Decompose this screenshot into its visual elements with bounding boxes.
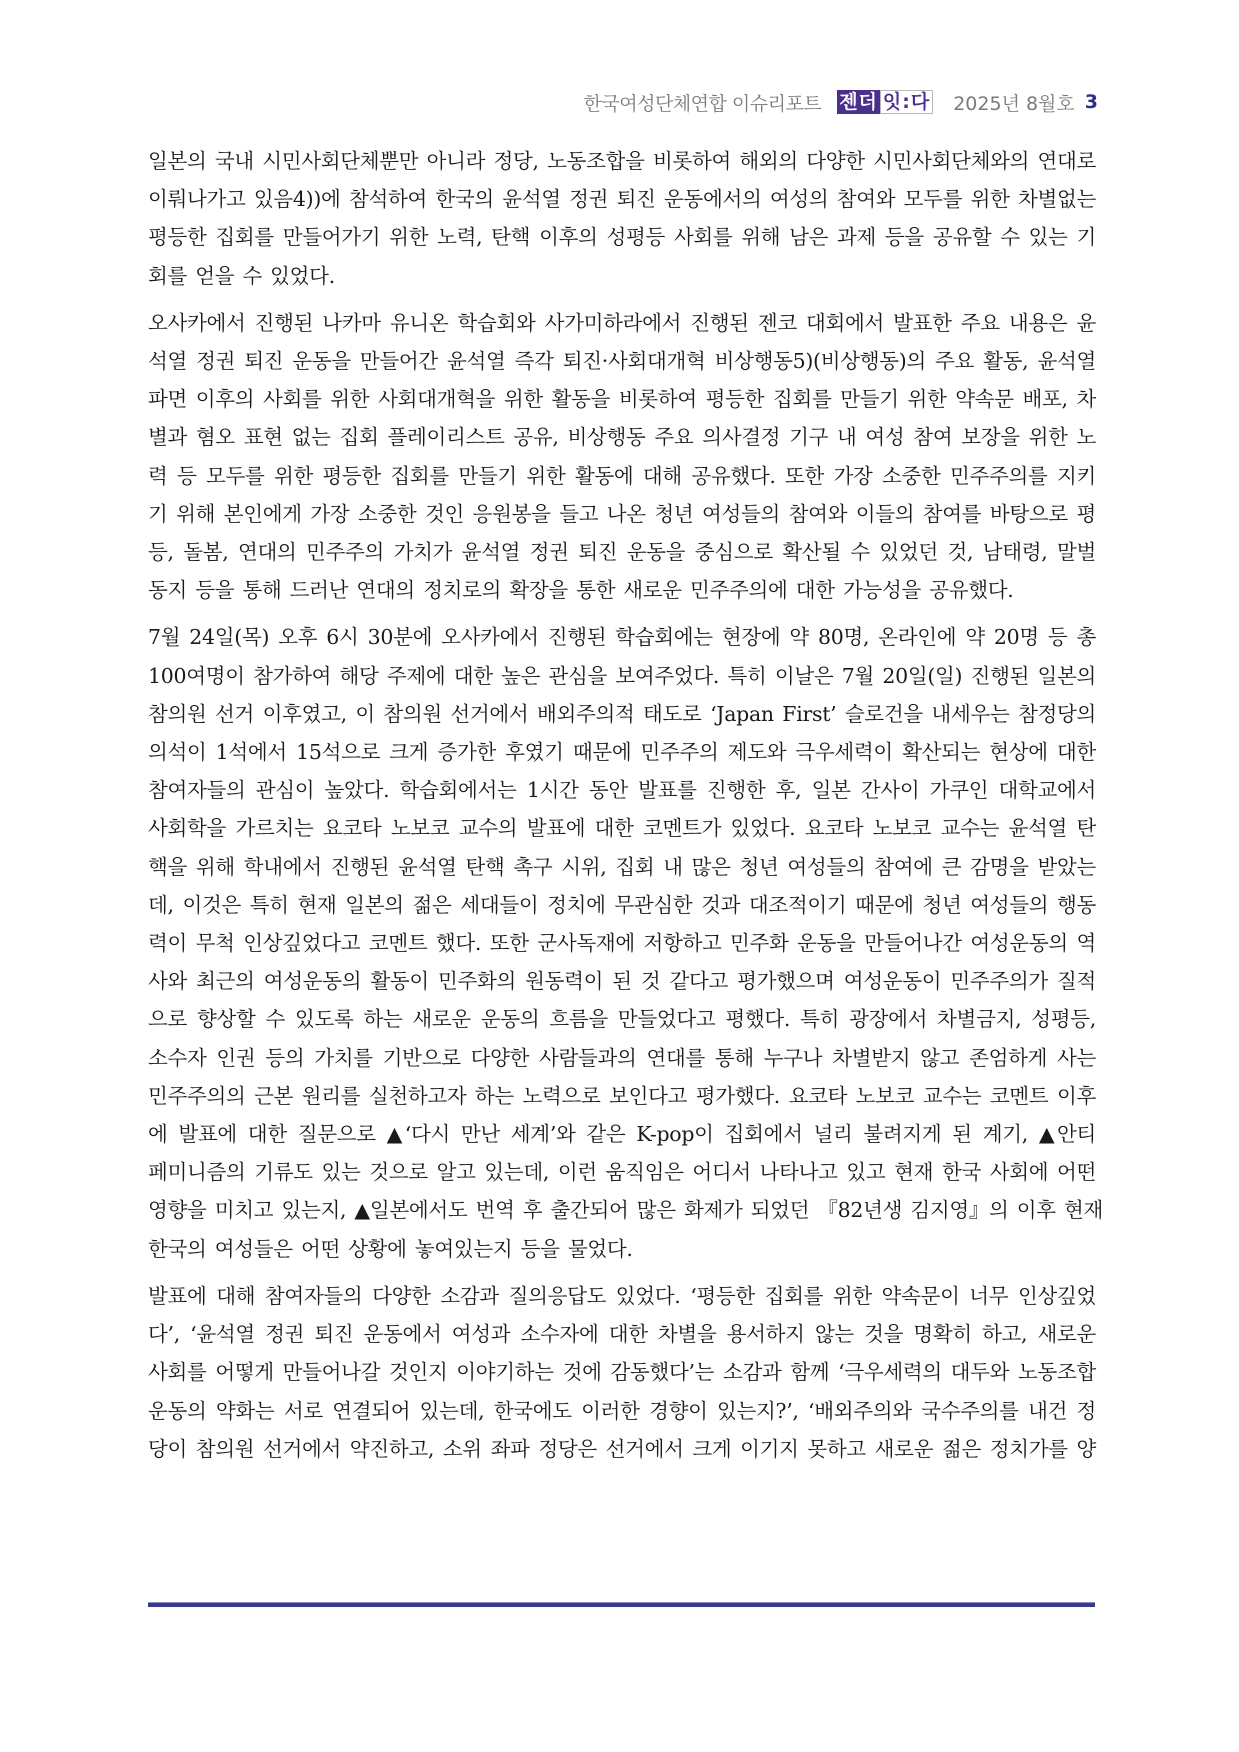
page-header [584, 86, 1098, 118]
text-line: 다’, ‘윤석열 정권 퇴진 운동에서 여성과 소수자에 대한 차별을 용서하지 않는 것을 명확히 하고, 새로운 [148, 1322, 1096, 1347]
text-line: 일본의 국내 시민사회단체뿐만 아니라 정당, 노동조합을 비롯하여 해외의 다양한 시민사회단체와의 연대로 [148, 149, 1096, 173]
issue-date: 2025년 8월호 [953, 92, 1075, 115]
paragraph-1 [148, 142, 1096, 295]
text-line: 사회학을 가르치는 요코타 노보코 교수의 발표에 대한 코멘트가 있었다. 요코타 노보코 교수는 윤석열 탄 [148, 816, 1096, 841]
text-line: 페미니즘의 기류도 있는 것으로 알고 있는데, 이런 움직임은 어디서 나타나고 있고 현재 한국 사회에 어떤 [148, 1160, 1096, 1185]
text-line: 으로 향상할 수 있도록 하는 새로운 운동의 흐름을 만들었다고 평했다. 특히 광장에서 차별금지, 성평등, [148, 1007, 1096, 1032]
text-line: 력이 무척 인상깊었다고 코멘트 했다. 또한 군사독재에 저항하고 민주화 운동을 만들어나간 여성운동의 역 [148, 931, 1096, 956]
paragraph-3 [148, 618, 1103, 1267]
text-line: 의석이 1석에서 15석으로 크게 증가한 후였기 때문에 민주주의 제도와 극우세력이 확산되는 현상에 대한 [148, 740, 1096, 765]
article-body [148, 142, 1103, 1477]
text-line: 등, 돌봄, 연대의 민주주의 가치가 윤석열 정권 퇴진 운동을 중심으로 확산될 수 있었던 것, 남태령, 말벌 [148, 540, 1096, 565]
text-line: 오사카에서 진행된 나카마 유니온 학습회와 사가미하라에서 진행된 젠코 대회에서 발표한 주요 내용은 윤 [148, 310, 1096, 335]
text-line: 운동의 약화는 서로 연결되어 있는데, 한국에도 이러한 경향이 있는지?’, ‘배외주의와 국수주의를 내건 정 [148, 1398, 1096, 1423]
text-line: 석열 정권 퇴진 운동을 만들어간 윤석열 즉각 퇴진·사회대개혁 비상행동5)(비상행동)의 주요 활동, 윤석열 [148, 349, 1096, 374]
text-line: 7월 24일(목) 오후 6시 30분에 오사카에서 진행된 학습회에는 현장에 약 80명, 온라인에 약 20명 등 총 [148, 625, 1096, 650]
text-line: 데, 이것은 특히 현재 일본의 젊은 세대들이 정치에 무관심한 것과 대조적이기 때문에 청년 여성들의 행동 [148, 892, 1096, 917]
text-line: 력 등 모두를 위한 평등한 집회를 만들기 위한 활동에 대해 공유했다. 또한 가장 소중한 민주주의를 지키 [148, 463, 1096, 488]
page-bottom-mask [148, 1563, 1108, 1599]
text-line: 회를 얻을 수 있었다. [148, 263, 335, 288]
text-line: 이뤄나가고 있음4))에 참석하여 한국의 윤석열 정권 퇴진 운동에서의 여성의 참여와 모두를 위한 차별없는 [148, 187, 1096, 212]
logo-outline-part: 잇:다 [880, 90, 933, 114]
footer-divider [148, 1602, 1095, 1607]
gender-itda-logo [837, 90, 933, 114]
text-line: 사회를 어떻게 만들어나갈 것인지 이야기하는 것에 감동했다’는 소감과 함께 ‘극우세력의 대두와 노동조합 [148, 1360, 1096, 1385]
text-line: 별과 혐오 표현 없는 집회 플레이리스트 공유, 비상행동 주요 의사결정 기구 내 여성 참여 보장을 위한 노 [148, 425, 1096, 450]
text-line: 참의원 선거 이후였고, 이 참의원 선거에서 배외주의적 태도로 ‘Japan First’ 슬로건을 내세우는 참정당의 [148, 701, 1096, 726]
text-line: 발표에 대해 참여자들의 다양한 소감과 질의응답도 있었다. ‘평등한 집회를 위한 약속문이 너무 인상깊었 [148, 1283, 1096, 1308]
text-line: 한국의 여성들은 어떤 상황에 놓여있는지 등을 물었다. [148, 1236, 633, 1261]
text-line: 에 발표에 대한 질문으로 ▲‘다시 만난 세계’와 같은 K-pop이 집회에서 널리 불려지게 된 계기, ▲안티 [148, 1122, 1096, 1147]
text-line: 기 위해 본인에게 가장 소중한 것인 응원봉을 들고 나온 청년 여성들의 참여와 이들의 참여를 바탕으로 평 [148, 501, 1096, 526]
text-line: 영향을 미치고 있는지, ▲일본에서도 번역 후 출간되어 많은 화제가 되었던 『82년생 김지영』의 이후 현재 [148, 1198, 1103, 1223]
text-line: 민주주의의 근본 원리를 실천하고자 하는 노력으로 보인다고 평가했다. 요코타 노보코 교수는 코멘트 이후 [148, 1083, 1096, 1108]
text-line: 당이 참의원 선거에서 약진하고, 소위 좌파 정당은 선거에서 크게 이기지 못하고 새로운 젊은 정치가를 양 [148, 1436, 1096, 1461]
paragraph-2 [148, 304, 1096, 610]
paragraph-4 [148, 1277, 1096, 1468]
text-line: 파면 이후의 사회를 위한 사회대개혁을 위한 활동을 비롯하여 평등한 집회를 만들기 위한 약속문 배포, 차 [148, 387, 1096, 412]
text-line: 100여명이 참가하여 해당 주제에 대한 높은 관심을 보여주었다. 특히 이날은 7월 20일(일) 진행된 일본의 [148, 663, 1096, 688]
text-line: 참여자들의 관심이 높았다. 학습회에서는 1시간 동안 발표를 진행한 후, 일본 간사이 가쿠인 대학교에서 [148, 778, 1096, 803]
text-line: 핵을 위해 학내에서 진행된 윤석열 탄핵 촉구 시위, 집회 내 많은 청년 여성들의 참여에 큰 감명을 받았는 [148, 854, 1096, 879]
page-number: 3 [1084, 91, 1098, 113]
text-line: 평등한 집회를 만들어가기 위한 노력, 탄핵 이후의 성평등 사회를 위해 남은 과제 등을 공유할 수 있는 기 [148, 225, 1096, 250]
text-line: 동지 등을 통해 드러난 연대의 정치로의 확장을 통한 새로운 민주주의에 대한 가능성을 공유했다. [148, 578, 1014, 603]
text-line: 사와 최근의 여성운동의 활동이 민주화의 원동력이 된 것 같다고 평가했으며 여성운동이 민주주의가 질적 [148, 969, 1096, 994]
text-line: 소수자 인권 등의 가치를 기반으로 다양한 사람들과의 연대를 통해 누구나 차별받지 않고 존엄하게 사는 [148, 1045, 1096, 1070]
publication-title: 한국여성단체연합 이슈리포트 [583, 92, 822, 115]
logo-filled-part: 젠더 [839, 91, 878, 113]
